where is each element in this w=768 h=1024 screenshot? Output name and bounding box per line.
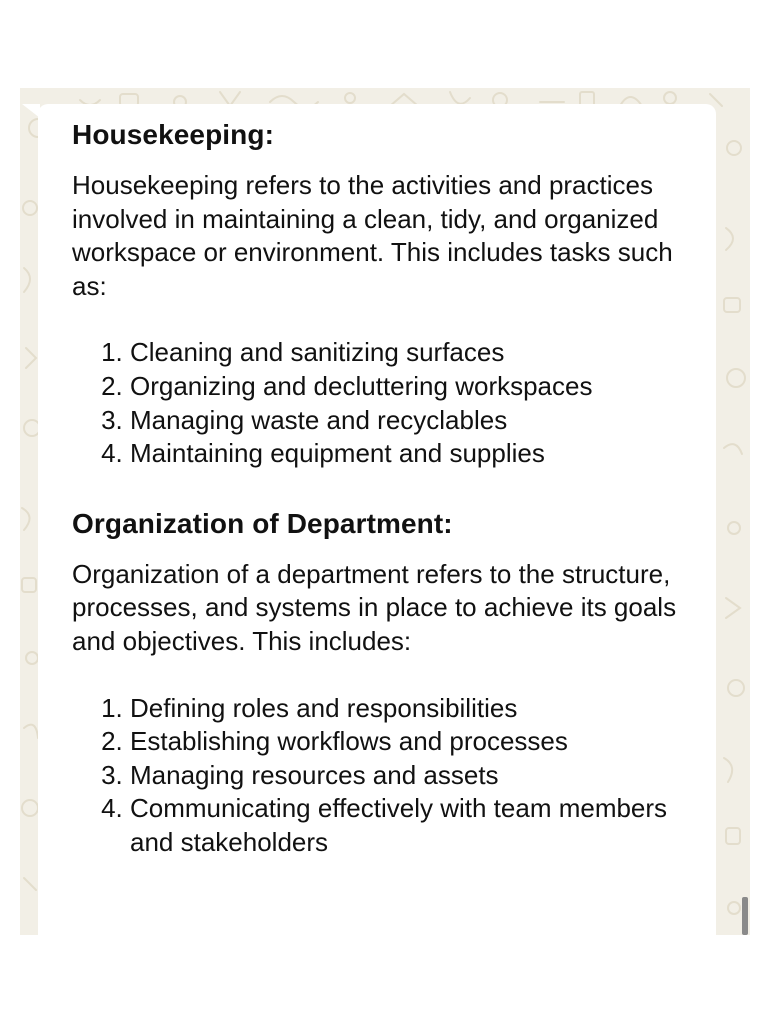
section-heading-housekeeping: Housekeeping:: [72, 119, 275, 150]
list-item: 3. Managing resources and assets: [130, 759, 712, 793]
list-item: 4. Maintaining equipment and supplies: [130, 437, 712, 471]
list-item: 1. Cleaning and sanitizing surfaces: [130, 336, 712, 370]
message-content: [72, 112, 712, 860]
list-item: 1. Defining roles and responsibilities: [130, 692, 712, 726]
list-item: 4. Communicating effectively with team members and stakeholders: [130, 792, 712, 859]
task-list-organization: [72, 692, 712, 860]
scrollbar-thumb[interactable]: [742, 897, 748, 935]
section-paragraph-housekeeping: Housekeeping refers to the activities and practices involved in maintaining a clean, tidy, and organized workspace or environment. This includes tasks such as:: [72, 170, 673, 301]
section-heading-organization: Organization of Department:: [72, 507, 453, 539]
list-item: 3. Managing waste and recyclables: [130, 404, 712, 438]
list-item: 2. Organizing and decluttering workspaces: [130, 370, 712, 404]
section-paragraph-organization: Organization of a department refers to the structure, processes, and systems in place to achieve its goals and objectives. This includes:: [72, 558, 677, 656]
task-list-housekeeping: [72, 336, 712, 470]
list-item: 2. Establishing workflows and processes: [130, 725, 712, 759]
